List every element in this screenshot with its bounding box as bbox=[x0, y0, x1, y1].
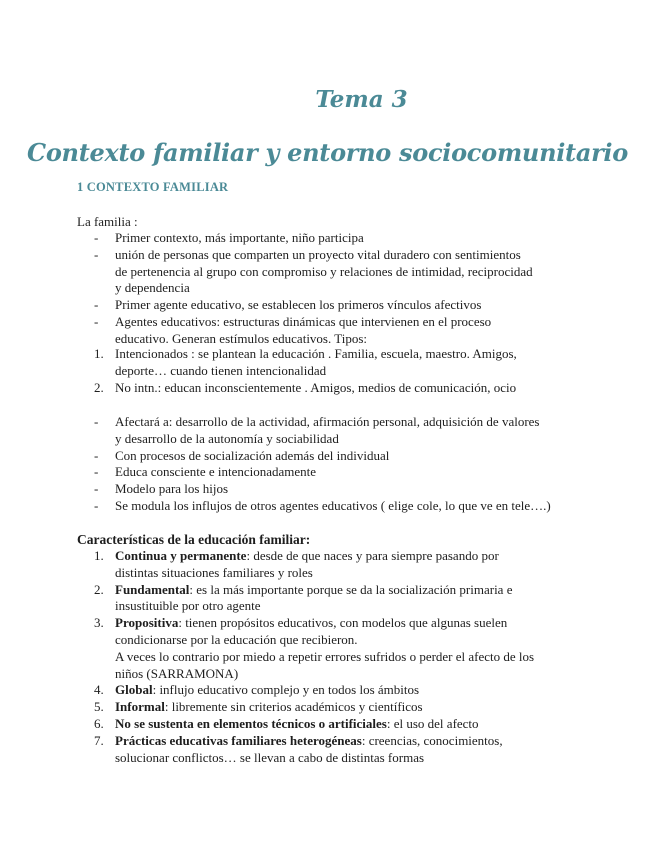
list-item-text: condicionarse por la educación que recibieron. bbox=[115, 631, 358, 647]
characteristic-item bbox=[94, 548, 585, 565]
number-marker: 2. bbox=[94, 379, 104, 395]
list-item-continuation bbox=[115, 363, 585, 380]
characteristic-term: Prácticas educativas familiares heterogéneas bbox=[115, 732, 362, 748]
list-item-text: Afectará a: desarrollo de la actividad, afirmación personal, adquisición de valores bbox=[115, 414, 540, 429]
characteristic-item bbox=[94, 682, 585, 699]
number-marker: 1. bbox=[94, 548, 104, 563]
list-item-continuation bbox=[115, 565, 585, 582]
list-item bbox=[94, 497, 585, 515]
dash-marker: - bbox=[94, 447, 99, 463]
list-item-text: Primer agente educativo, se establecen los primeros vínculos afectivos bbox=[115, 297, 482, 313]
list-item-text: distintas situaciones familiares y roles bbox=[115, 564, 313, 580]
list-item-text: de pertenencia al grupo con compromiso y relaciones de intimidad, reciprocidad bbox=[115, 263, 533, 279]
list-item-continuation bbox=[115, 264, 585, 281]
characteristic-description: : tienen propósitos educativos, con modelos que algunas suelen bbox=[178, 615, 508, 631]
characteristic-term: No se sustenta en elementos técnicos o artificiales bbox=[115, 715, 387, 731]
number-marker: 2. bbox=[94, 581, 104, 597]
characteristic-term: Fundamental bbox=[115, 581, 190, 597]
number-marker: 5. bbox=[94, 699, 104, 715]
list-item-text: solucionar conflictos… se llevan a cabo de distintas formas bbox=[115, 749, 425, 765]
list-item bbox=[94, 464, 585, 481]
list-item-continuation bbox=[115, 280, 585, 297]
list-item-continuation bbox=[115, 750, 585, 767]
list-item-text: educativo. Generan estímulos educativos. Tipos: bbox=[115, 330, 368, 346]
tema-number: Tema 3 bbox=[315, 86, 408, 113]
list-item-text: y dependencia bbox=[115, 280, 190, 296]
list-item-continuation bbox=[115, 649, 585, 666]
characteristic-item bbox=[94, 699, 585, 716]
list-item-text: y desarrollo de la autonomía y sociabilidad bbox=[115, 430, 339, 446]
list-item bbox=[94, 313, 585, 331]
dash-marker: - bbox=[94, 297, 99, 313]
list-item bbox=[94, 414, 585, 431]
characteristic-term: Global bbox=[115, 682, 153, 698]
document-title: Contexto familiar y entorno sociocomunitario bbox=[27, 138, 628, 167]
characteristics-heading: Características de la educación familiar: bbox=[77, 532, 311, 547]
number-marker: 1. bbox=[94, 346, 104, 361]
characteristic-description: : desde de que naces y para siempre pasando por bbox=[246, 548, 499, 563]
dash-marker: - bbox=[94, 464, 99, 480]
characteristic-item bbox=[94, 732, 585, 750]
agent-types-list bbox=[94, 346, 585, 396]
list-item-text: Educa consciente e intencionadamente bbox=[115, 464, 317, 480]
list-item-text: niños (SARRAMONA) bbox=[115, 665, 239, 681]
number-marker: 4. bbox=[94, 682, 104, 698]
list-item-continuation bbox=[115, 666, 585, 683]
dash-marker: - bbox=[94, 230, 99, 245]
list-item bbox=[94, 297, 585, 314]
number-marker: 7. bbox=[94, 732, 104, 748]
characteristic-term: Informal bbox=[115, 699, 165, 715]
list-item-text: unión de personas que comparten un proyecto vital duradero con sentimientos bbox=[115, 246, 521, 262]
list-item bbox=[94, 379, 585, 397]
list-item-continuation bbox=[115, 431, 585, 448]
number-marker: 6. bbox=[94, 715, 104, 731]
dash-marker: - bbox=[94, 313, 99, 329]
list-item bbox=[94, 447, 585, 465]
list-item-text: deporte… cuando tienen intencionalidad bbox=[115, 362, 327, 378]
characteristic-description: : es la más importante porque se da la socialización primaria e bbox=[189, 581, 513, 597]
characteristic-item bbox=[94, 615, 585, 632]
number-marker: 3. bbox=[94, 615, 104, 631]
list-item-text: Primer contexto, más importante, niño participa bbox=[115, 230, 364, 245]
characteristic-description: : creencias, conocimientos, bbox=[361, 732, 503, 748]
list-item-text: A veces lo contrario por miedo a repetir errores sufridos o perder el afecto de los bbox=[115, 648, 535, 664]
list-item bbox=[94, 481, 585, 498]
list-item-continuation bbox=[115, 598, 585, 615]
characteristics-list bbox=[94, 548, 585, 766]
list-item-text: Se modula los influjos de otros agentes educativos ( elige cole, lo que ve en tele….) bbox=[115, 497, 551, 513]
dash-marker: - bbox=[94, 414, 99, 429]
family-effects-list bbox=[94, 414, 585, 515]
intro-text: La familia : bbox=[77, 214, 138, 229]
characteristic-term: Propositiva bbox=[115, 615, 179, 631]
characteristic-description: : el uso del afecto bbox=[386, 715, 479, 731]
characteristic-description: : influjo educativo complejo y en todos los ámbitos bbox=[152, 682, 420, 698]
list-item bbox=[94, 230, 585, 247]
dash-marker: - bbox=[94, 481, 99, 497]
characteristic-item bbox=[94, 581, 585, 599]
characteristic-description: : libremente sin criterios académicos y científicos bbox=[164, 699, 423, 715]
dash-marker: - bbox=[94, 246, 99, 262]
list-item-text: Con procesos de socialización además del individual bbox=[115, 447, 390, 463]
list-item bbox=[94, 246, 585, 264]
list-item-text: insustituible por otro agente bbox=[115, 598, 261, 614]
characteristic-term: Continua y permanente bbox=[115, 548, 247, 563]
family-definition-list bbox=[94, 230, 585, 348]
list-item-text: Agentes educativos: estructuras dinámicas que intervienen en el proceso bbox=[115, 313, 492, 329]
list-item-text: No intn.: educan inconscientemente . Amigos, medios de comunicación, ocio bbox=[115, 379, 517, 395]
list-item-text: Modelo para los hijos bbox=[115, 481, 229, 497]
characteristic-item bbox=[94, 715, 585, 733]
list-item bbox=[94, 346, 585, 363]
list-item-continuation bbox=[115, 632, 585, 649]
dash-marker: - bbox=[94, 497, 99, 513]
list-item-text: Intencionados : se plantean la educación . Familia, escuela, maestro. Amigos, bbox=[115, 346, 517, 361]
section-heading: 1 CONTEXTO FAMILIAR bbox=[77, 180, 229, 194]
